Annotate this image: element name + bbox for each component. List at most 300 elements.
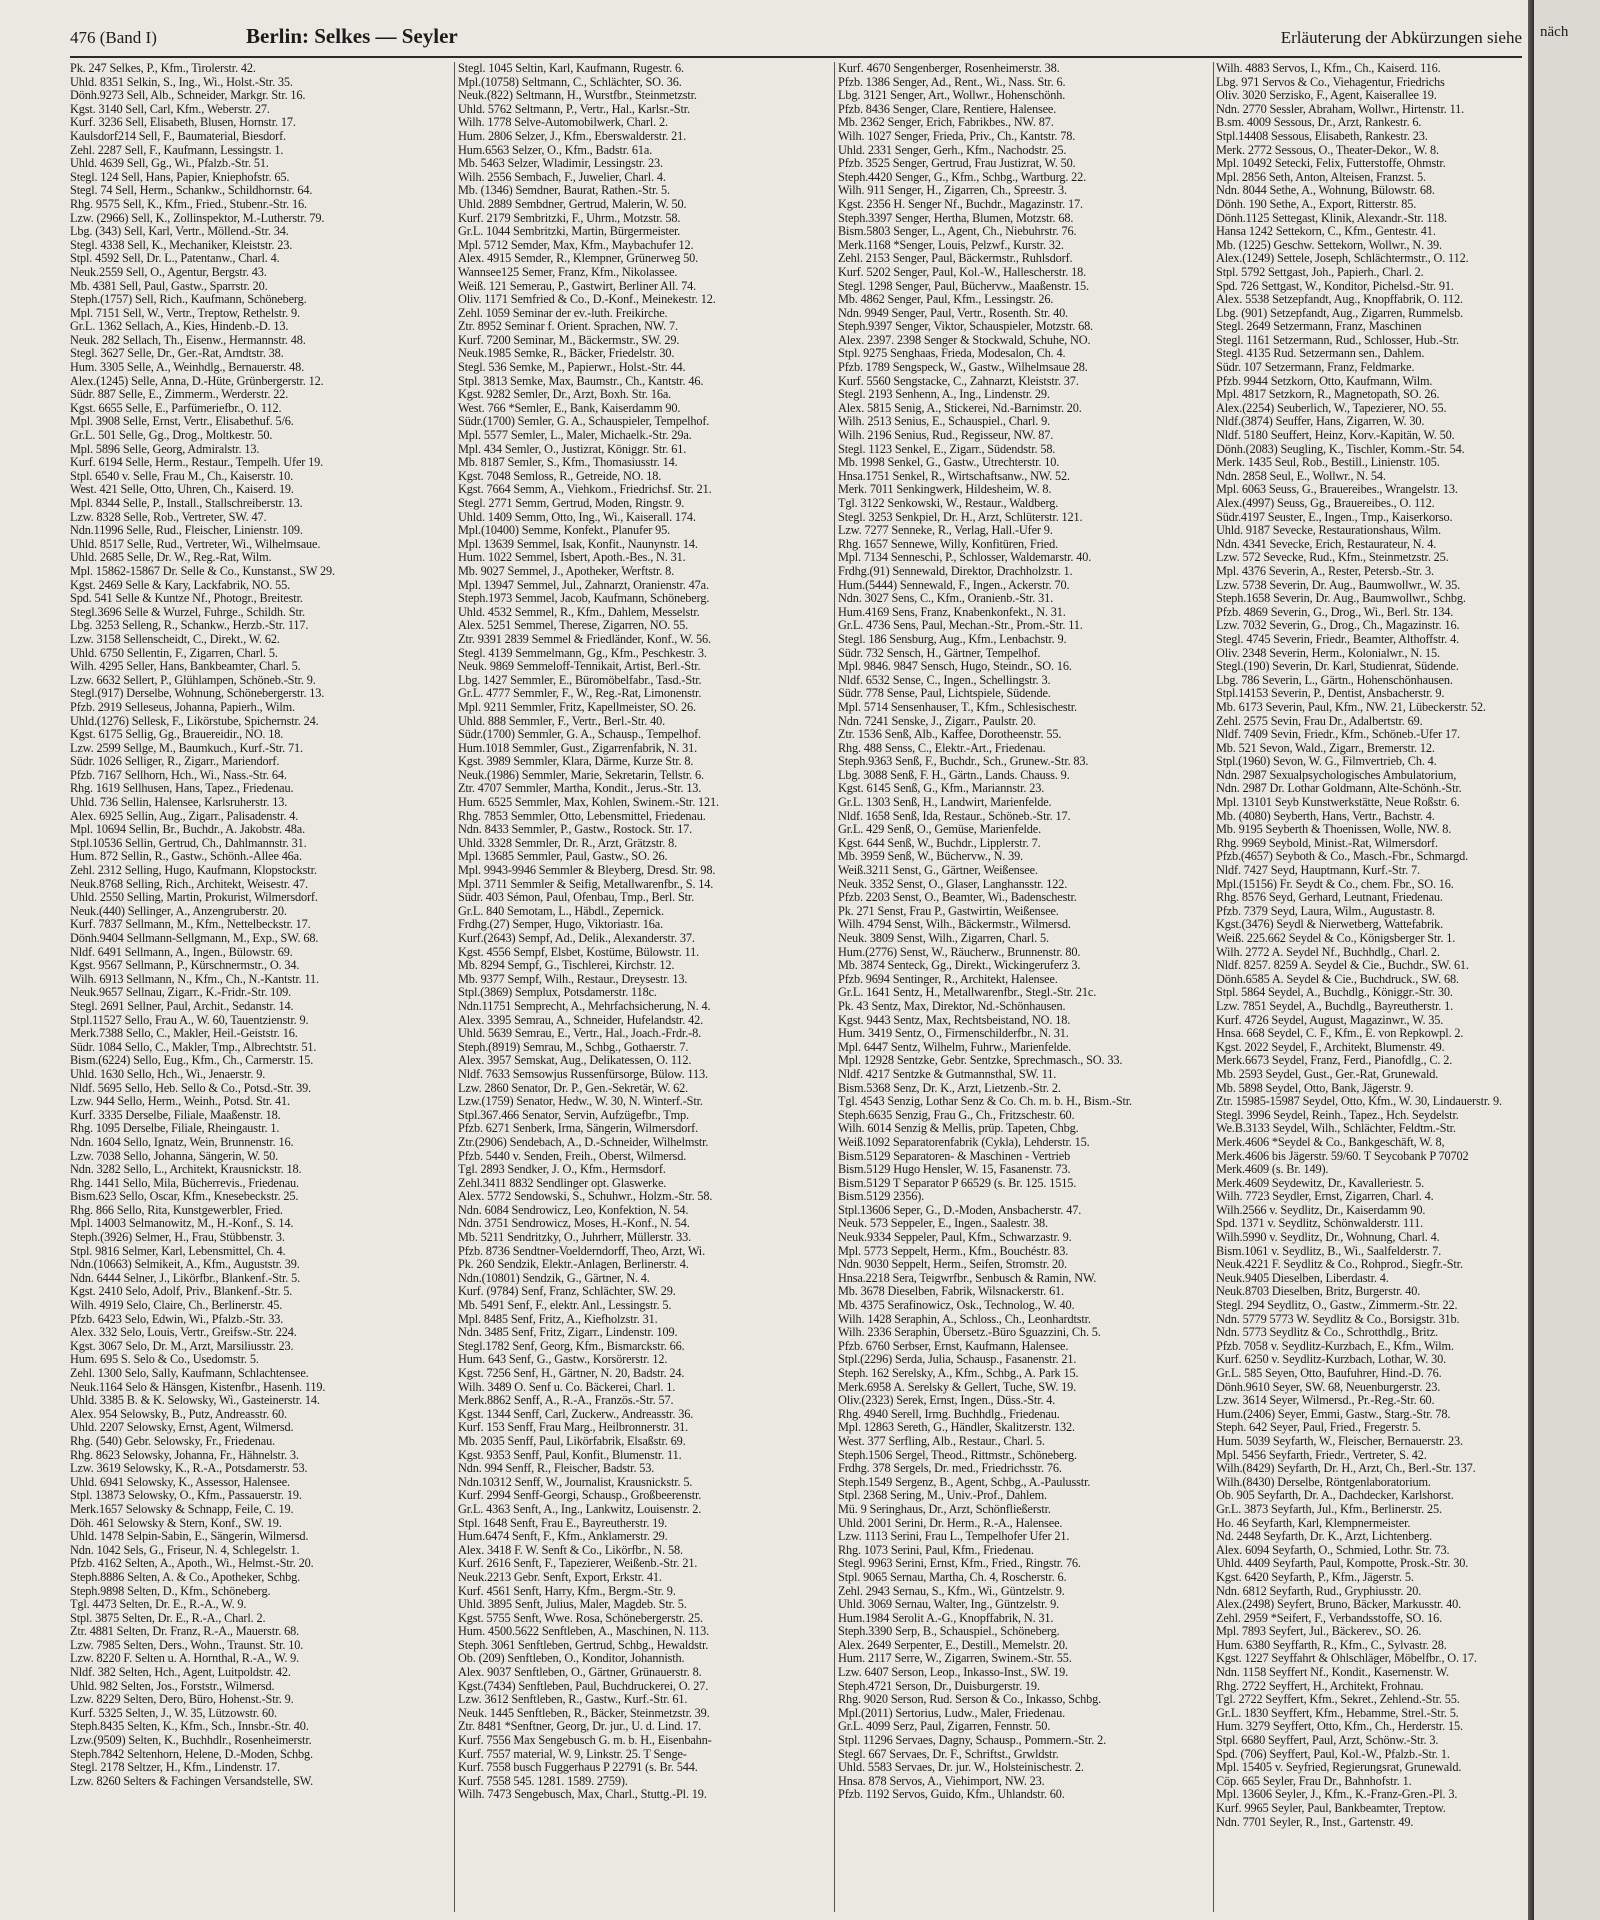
directory-entry: Rhg. 8576 Seyd, Gerhard, Leutnant, Friedenau. xyxy=(1216,891,1443,905)
directory-entry: Wilh. 6014 Senzig & Mellis, prüp. Tapeten, Chbg. xyxy=(838,1122,1079,1136)
directory-entry: Steph.4721 Serson, Dr., Duisburgerstr. 19. xyxy=(838,1679,1040,1693)
directory-entry: Kurf. (9784) Senf, Franz, Schlächter, SW. 29. xyxy=(458,1285,676,1299)
directory-entry: Pfzb. 8436 Senger, Clare, Rentiere, Halensee. xyxy=(838,102,1057,116)
next-page-heading: näch xyxy=(1540,24,1569,40)
directory-entry: Kgst. 9443 Sentz, Max, Rechtsbeistand, NO. 18. xyxy=(838,1013,1071,1027)
directory-entry: Stpl. 6540 v. Selle, Frau M., Ch., Kaiserstr. 10. xyxy=(70,469,294,483)
directory-entry: Wilh. 2556 Sembach, F., Juwelier, Charl. 4. xyxy=(458,170,666,184)
directory-entry: Stpl. 13873 Selowsky, O., Kfm., Passauerstr. 19. xyxy=(70,1489,302,1503)
directory-entry: Uhld. 9187 Sevecke, Restaurationshaus, Wilm. xyxy=(1216,524,1441,538)
directory-entry: Neuk.(822) Seltmann, H., Wurstfbr., Steinmetzstr. xyxy=(458,89,697,103)
directory-entry: Lzw. 2860 Senator, Dr. P., Gen.-Sekretär, W. 62. xyxy=(458,1081,689,1095)
directory-entry: Uhld. 8351 Selkin, S., Ing., Wi., Holst.-Str. 35. xyxy=(70,75,293,89)
directory-entry: Kurf. 5560 Sengstacke, C., Zahnarzt, Kleiststr. 37. xyxy=(838,374,1079,388)
directory-entry: Ndn. 2858 Seul, E., Wollwr., N. 54. xyxy=(1216,469,1386,483)
directory-entry: Mb. 521 Sevon, Wald., Zigarr., Bremerstr. 12. xyxy=(1216,741,1435,755)
directory-entry: Dönh.9273 Sell, Alb., Schneider, Markgr. Str. 16. xyxy=(70,89,306,103)
directory-entry: Rhg. 1657 Sennewe, Willy, Konfitüren, Fried. xyxy=(838,537,1059,551)
directory-entry: Alex.(2498) Seyfert, Bruno, Bäcker, Markusstr. 40. xyxy=(1216,1598,1462,1612)
directory-entry: Steph.7842 Seltenhorn, Helene, D.-Moden, Schbg. xyxy=(70,1747,313,1761)
directory-entry: Mpl. 12863 Sereth, G., Händler, Skalitzerstr. 132. xyxy=(838,1421,1075,1435)
directory-entry: Pk. 247 Selkes, P., Kfm., Tirolerstr. 42. xyxy=(70,62,256,75)
directory-entry: Uhld. 3069 Sernau, Walter, Ing., Güntzelstr. 9. xyxy=(838,1598,1060,1612)
directory-entry: Stegl.1782 Senf, Georg, Kfm., Bismarckstr. 66. xyxy=(458,1339,685,1353)
directory-entry: Hum.1018 Semmler, Gust., Zigarrenfabrik, N. 31. xyxy=(458,741,698,755)
directory-entry: Ztr. 4707 Semmler, Martha, Kondit., Jerus.-Str. 13. xyxy=(458,782,702,796)
directory-entry: Südr.(1700) Semmler, G. A., Schausp., Tempelhof. xyxy=(458,728,701,742)
directory-entry: Uhld. 2685 Selle, Dr. W., Reg.-Rat, Wilm. xyxy=(70,551,272,565)
directory-entry: Kgst. 3067 Selo, Dr. M., Arzt, Marsiliusstr. 23. xyxy=(70,1339,294,1353)
directory-entry: Steph.1506 Sergel, Theod., Rittmstr., Schöneberg. xyxy=(838,1448,1077,1462)
running-head: Berlin: Selkes — Seyler xyxy=(246,24,458,48)
directory-entry: Kurf. 2994 Senff-Georgi, Schausp., Großbeerenstr. xyxy=(458,1489,702,1503)
directory-entry: Wilh. 2772 A. Seydel Nf., Buchhdlg., Charl. 2. xyxy=(1216,945,1440,959)
directory-entry: Hum. 872 Sellin, R., Gastw., Schönh.-Allee 46a. xyxy=(70,850,302,864)
directory-entry: Pfzb. 2203 Senst, O., Beamter, Wi., Badenschestr. xyxy=(838,891,1077,905)
directory-entry: Uhld. 3385 B. & K. Selowsky, Wi., Gasteinerstr. 14. xyxy=(70,1394,320,1408)
directory-entry: Kurf. 7558 545. 1281. 1589. 2759). xyxy=(458,1774,628,1788)
directory-entry: Spd. (706) Seyffert, Paul, Kol.-W., Pfalzb.-Str. 1. xyxy=(1216,1747,1450,1761)
directory-entry: Ndn. 2987 Dr. Lothar Goldmann, Alte-Schönh.-Str. xyxy=(1216,782,1462,796)
header-rule xyxy=(70,56,1522,58)
directory-entry: Kgst. 5755 Senft, Wwe. Rosa, Schönebergerstr. 25. xyxy=(458,1611,703,1625)
directory-entry: Oliv. 2348 Severin, Herm., Kolonialwr., N. 15. xyxy=(1216,646,1440,660)
directory-entry: Kurf. 6194 Selle, Herm., Restaur., Tempelh. Ufer 19. xyxy=(70,456,324,470)
directory-entry: Steph.(3926) Selmer, H., Frau, Stübbenstr. 3. xyxy=(70,1231,285,1245)
directory-entry: Tgl. 4473 Selten, Dr. E., R.-A., W. 9. xyxy=(70,1598,247,1612)
directory-entry: Kurf. 7837 Sellmann, M., Kfm., Nettelbeckstr. 17. xyxy=(70,918,311,932)
directory-entry: Ndn. 3282 Sello, L., Architekt, Krausnickstr. 18. xyxy=(70,1163,302,1177)
directory-entry: Stpl.14408 Sessous, Elisabeth, Rankestr. 23. xyxy=(1216,129,1428,143)
directory-entry: Uhld. 4639 Sell, Gg., Wi., Pfalzb.-Str. 51. xyxy=(70,157,269,171)
directory-entry: Ndn. 8044 Sethe, A., Wohnung, Bülowstr. 68. xyxy=(1216,184,1435,198)
directory-entry: Merk.6673 Seydel, Franz, Ferd., Pianofdlg., C. 2. xyxy=(1216,1054,1453,1068)
directory-entry: Kgst. 9353 Senff, Paul, Konfit., Blumenstr. 11. xyxy=(458,1448,682,1462)
directory-entry: Stegl.(190) Severin, Dr. Karl, Studienrat, Südende. xyxy=(1216,660,1459,674)
directory-entry: Merk. 2772 Sessous, O., Theater-Dekor., W. 8. xyxy=(1216,143,1439,157)
directory-entry: Lbg. 3088 Senß, F. H., Gärtn., Lands. Chauss. 9. xyxy=(838,768,1070,782)
directory-entry: Uhld. 5639 Semrau, E., Vertr., Hal., Joach.-Frdr.-8. xyxy=(458,1027,701,1041)
directory-entry: Spd. 1371 v. Seydlitz, Schönwalderstr. 111. xyxy=(1216,1217,1424,1231)
directory-entry: Pfzb. 6760 Serbser, Ernst, Kaufmann, Halensee. xyxy=(838,1339,1069,1353)
directory-entry: Ob. 905 Seyfarth, Dr. A., Dachdecker, Karlshorst. xyxy=(1216,1489,1454,1503)
directory-entry: Wilh. 2336 Seraphin, Übersetz.-Büro Sguazzini, Ch. 5. xyxy=(838,1326,1101,1340)
directory-entry: Rhg. 4940 Serell, Irmg. Buchhdlg., Friedenau. xyxy=(838,1407,1060,1421)
directory-entry: Dönh.1125 Settegast, Klinik, Alexandr.-Str. 118. xyxy=(1216,211,1447,225)
directory-entry: Lzw. 3612 Senftleben, R., Gastw., Kurf.-Str. 61. xyxy=(458,1693,688,1707)
directory-entry: Kgst. 7256 Senf, H., Gärtner, N. 20, Badstr. 24. xyxy=(458,1367,685,1380)
directory-entry: Uhld. 888 Semmler, F., Vertr., Berl.-Str. 40. xyxy=(458,714,666,728)
directory-entry: Rhg. 2722 Seyffert, H., Architekt, Frohnau. xyxy=(1216,1679,1424,1693)
directory-entry: Mb. 3959 Senß, W., Büchervw., N. 39. xyxy=(838,850,1024,864)
directory-entry: Wilh. 7723 Seydler, Ernst, Zigarren, Charl. 4. xyxy=(1216,1190,1434,1204)
directory-entry: Stegl. 294 Seydlitz, O., Gastw., Zimmerm.-Str. 22. xyxy=(1216,1299,1458,1313)
directory-entry: Neuk.2213 Gebr. Senft, Export, Erkstr. 41. xyxy=(458,1570,662,1584)
directory-entry: Lzw. 7032 Severin, G., Drog., Ch., Magazinstr. 16. xyxy=(1216,619,1460,633)
directory-entry: Kurf. 9965 Seyler, Paul, Bankbeamter, Treptow. xyxy=(1216,1802,1446,1815)
directory-entry: Ndn. 4341 Sevecke, Erich, Restaurateur, N. 4. xyxy=(1216,537,1437,551)
directory-entry: Bism.5129 2356). xyxy=(838,1190,925,1204)
directory-entry: Kgst. 9282 Semler, Dr., Arzt, Boxh. Str. 16a. xyxy=(458,388,672,402)
directory-entry: Lzw. 944 Sello, Herm., Weinh., Potsd. Str. 41. xyxy=(70,1095,290,1109)
directory-entry: Wilh. 2513 Senius, E., Schauspiel., Charl. 9. xyxy=(838,415,1051,429)
directory-entry: Uhld.(1276) Sellesk, F., Likörstube, Spichernstr. 24. xyxy=(70,714,319,728)
directory-entry: Lzw. 1113 Serini, Frau L., Tempelhofer Ufer 21. xyxy=(838,1530,1070,1544)
directory-entry: Stegl. 1298 Senger, Paul, Büchervw., Maaßenstr. 15. xyxy=(838,279,1089,293)
directory-entry: Stegl. 2771 Semm, Gertrud, Moden, Ringstr. 9. xyxy=(458,497,685,510)
directory-entry: Alex.(4997) Seuss, Gg., Brauereibes., O. 112. xyxy=(1216,497,1435,510)
directory-entry: Mb. 8187 Semler, S., Kfm., Thomasiusstr. 14. xyxy=(458,456,678,470)
directory-entry: Kgst. 2022 Seydel, F., Architekt, Blumenstr. 49. xyxy=(1216,1040,1445,1054)
directory-entry: Nldf. 5180 Seuffert, Heinz, Korv.-Kapitän, W. 50. xyxy=(1216,429,1455,443)
directory-entry: Merk.4609 (s. Br. 149). xyxy=(1216,1163,1329,1177)
directory-entry: Neuk.8703 Dieselben, Britz, Burgerstr. 40. xyxy=(1216,1285,1421,1299)
directory-entry: Mpl. 7134 Senneschi, P., Schlosser, Waldemarstr. 40. xyxy=(838,551,1092,565)
directory-entry: Steph.(1757) Sell, Rich., Kaufmann, Schöneberg. xyxy=(70,293,307,307)
directory-entry: Gr.L. 4099 Serz, Paul, Zigarren, Fennstr. 50. xyxy=(838,1720,1051,1734)
directory-entry: Hum. 3419 Sentz, O., Firmenschilderfbr., N. 31. xyxy=(838,1027,1069,1041)
directory-entry: Ndn. 6444 Selner, J., Likörfbr., Blankenf.-Str. 5. xyxy=(70,1271,301,1285)
directory-entry: Gr.L. 1044 Sembritzki, Martin, Bürgermeister. xyxy=(458,225,681,239)
directory-entry: Zehl. 2943 Sernau, S., Kfm., Wi., Güntzelstr. 9. xyxy=(838,1584,1065,1598)
directory-entry: Rhg. 1073 Serini, Paul, Kfm., Friedenau. xyxy=(838,1543,1034,1557)
directory-entry: Wilh. 3489 O. Senf u. Co. Bäckerei, Charl. 1. xyxy=(458,1380,676,1394)
directory-entry: Stpl.13606 Seper, G., D.-Moden, Ansbacherstr. 47. xyxy=(838,1203,1082,1217)
directory-entry: Lzw. 7985 Selten, Ders., Wohn., Traunst. Str. 10. xyxy=(70,1638,304,1652)
directory-entry: Kgst. 1344 Senff, Carl, Zuckerw., Andreasstr. 36. xyxy=(458,1407,694,1421)
directory-entry: Mpl. 9211 Semmler, Fritz, Kapellmeister, SO. 26. xyxy=(458,700,696,714)
directory-entry: Alex. 2397. 2398 Senger & Stockwald, Schuhe, NO. xyxy=(838,333,1091,347)
directory-entry: Ndn. 9949 Senger, Paul, Vertr., Rosenth. Str. 40. xyxy=(838,306,1069,320)
directory-entry: Ndn.(10663) Selmikeit, A., Kfm., Auguststr. 39. xyxy=(70,1258,300,1272)
directory-entry: Südr.(1700) Semler, G. A., Schauspieler, Tempelhof. xyxy=(458,415,710,429)
directory-entry: Neuk.1985 Semke, R., Bäcker, Friedelstr. 30. xyxy=(458,347,675,361)
directory-entry: Uhld. 2207 Selowsky, Ernst, Agent, Wilmersd. xyxy=(70,1421,294,1435)
directory-entry: Hum.4169 Sens, Franz, Knabenkonfekt., N. 31. xyxy=(838,605,1066,619)
directory-entry: Pk. 260 Sendzik, Elektr.-Anlagen, Berlinerstr. 4. xyxy=(458,1258,689,1272)
abbreviation-note: Erläuterung der Abkürzungen siehe xyxy=(1280,28,1522,47)
directory-entry: Wannsee125 Semer, Franz, Kfm., Nikolassee. xyxy=(458,265,678,279)
directory-entry: Stegl. 3627 Selle, Dr., Ger.-Rat, Arndtstr. 38. xyxy=(70,347,284,361)
directory-entry: Weiß. 121 Semerau, P., Gastwirt, Berliner All. 74. xyxy=(458,279,697,293)
directory-entry: Alex. 6094 Seyfarth, O., Schmied, Lothr. Str. 73. xyxy=(1216,1543,1450,1557)
directory-entry: Lzw. 7277 Senneke, R., Verlag, Hall.-Ufer 9. xyxy=(838,524,1053,538)
directory-entry: Merk. 7011 Senkingwerk, Hildesheim, W. 8. xyxy=(838,483,1052,497)
directory-entry: B.sm. 4009 Sessous, Dr., Arzt, Rankestr. 6. xyxy=(1216,116,1422,130)
directory-entry: Kurf. 3236 Sell, Elisabeth, Blusen, Hornstr. 17. xyxy=(70,116,296,130)
directory-entry: Pfzb. 9694 Sentinger, R., Architekt, Halensee. xyxy=(838,972,1058,986)
directory-entry: Uhld. 2001 Serini, Dr. Herm., R.-A., Halensee. xyxy=(838,1516,1063,1530)
directory-entry: Mpl. 13685 Semmler, Paul, Gastw., SO. 26. xyxy=(458,850,668,864)
directory-entry: Rhg. 9575 Sell, K., Kfm., Fried., Stubenr.-Str. 16. xyxy=(70,197,307,211)
directory-entry: Rhg. 9020 Serson, Rud. Serson & Co., Inkasso, Schbg. xyxy=(838,1693,1102,1707)
directory-entry: Kurf. 2616 Senft, F., Tapezierer, Weißenb.-Str. 21. xyxy=(458,1557,698,1571)
directory-entry: Hum. 643 Senf, G., Gastw., Korsörerstr. 12. xyxy=(458,1353,668,1367)
directory-entry: Hum. 6525 Semmler, Max, Kohlen, Swinem.-Str. 121. xyxy=(458,796,719,810)
directory-entry: Lzw. 572 Sevecke, Rud., Kfm., Steinmetzstr. 25. xyxy=(1216,551,1449,565)
column-1 xyxy=(70,62,450,1912)
directory-entry: Pfzb.(4657) Seyboth & Co., Masch.-Fbr., Schmargd. xyxy=(1216,850,1469,864)
directory-entry: Lzw. 7851 Seydel, A., Buchdlg., Bayreutherstr. 1. xyxy=(1216,999,1454,1013)
directory-entry: Stpl. 3875 Selten, Dr. E., R.-A., Charl. 2. xyxy=(70,1611,266,1625)
directory-entry: Mpl. 4817 Setzkorn, R., Magnetopath, SO. 26. xyxy=(1216,388,1440,402)
directory-entry: Mb. 9027 Semmel, J., Apotheker, Werftstr. 8. xyxy=(458,564,675,578)
directory-entry: Steph.8886 Selten, A. & Co., Apotheker, Schbg. xyxy=(70,1570,300,1584)
directory-entry: West. 377 Serfling, Alb., Restaur., Charl. 5. xyxy=(838,1434,1045,1448)
directory-entry: Frdhg.(27) Semper, Hugo, Viktoriastr. 16a. xyxy=(458,918,664,932)
directory-entry: Ztr. 8481 *Senftner, Georg, Dr. jur., U. d. Lind. 17. xyxy=(458,1720,702,1734)
directory-entry: Gr.L. 1641 Sentz, H., Metallwarenfbr., Stegl.-Str. 21c. xyxy=(838,986,1097,1000)
directory-entry: Uhld. 1478 Selpin-Sabin, E., Sängerin, Wilmersd. xyxy=(70,1530,309,1544)
directory-entry: Alex. 2649 Serpenter, E., Destill., Memelstr. 20. xyxy=(838,1638,1068,1652)
directory-entry: We.B.3133 Seydel, Wilh., Schlächter, Feldtm.-Str. xyxy=(1216,1122,1456,1136)
directory-entry: Rhg. 7853 Semmler, Otto, Lebensmittel, Friedenau. xyxy=(458,809,706,823)
directory-entry: Merk.4606 *Seydel & Co., Bankgeschäft, W. 8, xyxy=(1216,1135,1445,1149)
directory-entry: Kurf. 5325 Selten, J., W. 35, Lützowstr. 60. xyxy=(70,1706,277,1720)
directory-entry: Ndn. 9030 Seppelt, Herm., Seifen, Stromstr. 20. xyxy=(838,1258,1067,1272)
directory-entry: Tgl. 4543 Senzig, Lothar Senz & Co. Ch. m. b. H., Bism.-Str. xyxy=(838,1095,1132,1109)
directory-entry: Mb. 8294 Sempf, G., Tischlerei, Kirchstr. 12. xyxy=(458,959,675,973)
directory-entry: Mpl.(2011) Sertorius, Ludw., Maler, Friedenau. xyxy=(838,1706,1065,1720)
directory-entry: Hnsa.1751 Senkel, R., Wirtschaftsanw., NW. 52. xyxy=(838,469,1070,483)
directory-entry: Wilh. 2196 Senius, Rud., Regisseur, NW. 87. xyxy=(838,429,1054,443)
directory-entry: Wilh. 1027 Senger, Frieda, Priv., Ch., Kantstr. 78. xyxy=(838,129,1076,143)
directory-entry: Alex. 4915 Semder, R., Klempner, Grünerweg 50. xyxy=(458,252,699,266)
directory-entry: Mb. (4080) Seyberth, Hans, Vertr., Bachstr. 4. xyxy=(1216,809,1435,823)
directory-entry: Hum. 4500.5622 Senftleben, A., Maschinen, N. 113. xyxy=(458,1625,710,1639)
directory-entry: Ndn. 3027 Sens, C., Kfm., Oranienb.-Str. 31. xyxy=(838,592,1054,606)
directory-entry: Lbg. (901) Setzepfandt, Aug., Zigarren, Rummelsb. xyxy=(1216,306,1464,320)
next-page-edge xyxy=(1534,0,1600,1920)
directory-entry: Stegl. 9963 Serini, Ernst, Kfm., Fried., Ringstr. 76. xyxy=(838,1557,1081,1571)
directory-entry: Stpl.(2296) Serda, Julia, Schausp., Fasanenstr. 21. xyxy=(838,1353,1077,1367)
directory-entry: Gr.L. 1830 Seyffert, Kfm., Hebamme, Strel.-Str. 5. xyxy=(1216,1706,1459,1720)
directory-entry: Pfzb. 9944 Setzkorn, Otto, Kaufmann, Wilm. xyxy=(1216,374,1433,388)
directory-entry: Kgst. 6175 Sellig, Gg., Brauereidir., NO. 18. xyxy=(70,728,284,742)
directory-entry: Ndn. 6812 Seyfarth, Rud., Gryphiusstr. 20. xyxy=(1216,1584,1422,1598)
directory-entry: Hum. 3279 Seyffert, Otto, Kfm., Ch., Herderstr. 15. xyxy=(1216,1720,1463,1734)
directory-entry: Kgst. 1227 Seyffahrt & Ohlschläger, Möbelfbr., O. 17. xyxy=(1216,1652,1477,1666)
directory-entry: Uhld. 3328 Semmler, Dr. R., Arzt, Grätzstr. 8. xyxy=(458,836,678,850)
directory-entry: Alex.(2254) Seuberlich, W., Tapezierer, NO. 55. xyxy=(1216,401,1447,415)
directory-entry: Gr.L. 4736 Sens, Paul, Mechan.-Str., Prom.-Str. 11. xyxy=(838,619,1083,633)
directory-entry: Pk. 271 Senst, Frau P., Gastwirtin, Weißensee. xyxy=(838,904,1059,918)
directory-entry: Kurf. 2179 Sembritzki, F., Uhrm., Motzstr. 58. xyxy=(458,211,681,225)
directory-entry: Südr. 403 Sémon, Paul, Ofenbau, Tmp., Berl. Str. xyxy=(458,891,695,905)
directory-entry: Alex.(1249) Settele, Joseph, Schlächtermstr., O. 112. xyxy=(1216,252,1469,266)
directory-entry: Alex. 954 Selowsky, B., Putz, Andreasstr. 60. xyxy=(70,1407,287,1421)
directory-entry: Stpl. 3813 Semke, Max, Baumstr., Ch., Kantstr. 46. xyxy=(458,374,704,388)
directory-entry: Zehl. 1059 Seminar der ev.-luth. Freikirche. xyxy=(458,306,668,320)
directory-entry: Stegl. 1123 Senkel, E., Zigarr., Südendstr. 58. xyxy=(838,442,1056,456)
page-header xyxy=(70,20,1522,54)
directory-entry: Nldf. 8257. 8259 A. Seydel & Cie., Buchdr., SW. 61. xyxy=(1216,959,1469,973)
directory-entry: Stegl. 2691 Sellner, Paul, Archit., Sedanstr. 14. xyxy=(70,999,294,1013)
directory-entry: Rhg. 8623 Selowsky, Johanna, Fr., Hähnelstr. 3. xyxy=(70,1448,299,1462)
directory-entry: Lzw. 8229 Selten, Dero, Büro, Hohenst.-Str. 9. xyxy=(70,1693,294,1707)
directory-entry: Lzw. 8328 Selle, Rob., Vertreter, SW. 47. xyxy=(70,510,267,524)
directory-entry: Mpl. 434 Semler, O., Justizrat, Königgr. Str. 61. xyxy=(458,442,687,456)
directory-entry: Dönh.(2083) Seugling, K., Tischler, Komm.-Str. 54. xyxy=(1216,442,1465,456)
directory-entry: Alex. 5251 Semmel, Therese, Zigarren, NO. 55. xyxy=(458,619,689,633)
directory-entry: Alex. 5538 Setzepfandt, Aug., Knopffabrik, O. 112. xyxy=(1216,293,1463,307)
directory-entry: Hnsa. 668 Seydel, C. F., Kfm., E. von Repkowpl. 2. xyxy=(1216,1027,1464,1041)
directory-entry: Neuk.8768 Selling, Rich., Architekt, Weisestr. 47. xyxy=(70,877,308,891)
directory-entry: Mpl. 13947 Semmel, Jul., Zahnarzt, Oranienstr. 47a. xyxy=(458,578,709,592)
directory-entry: Kgst. 4556 Sempf, Elsbet, Kostüme, Bülowstr. 11. xyxy=(458,945,700,959)
directory-entry: Stpl. 6680 Seyffert, Paul, Arzt, Schönw.-Str. 3. xyxy=(1216,1734,1439,1748)
directory-entry: Ndn. 3751 Sendrowicz, Moses, H.-Konf., N. 54. xyxy=(458,1217,690,1231)
directory-entry: Gr.L. 429 Senß, O., Gemüse, Marienfelde. xyxy=(838,823,1041,837)
directory-entry: Wilh.2566 v. Seydlitz, Dr., Kaiserdamm 90. xyxy=(1216,1203,1426,1217)
directory-entry: Steph.9898 Selten, D., Kfm., Schöneberg. xyxy=(70,1584,271,1598)
directory-entry: Ndn. 2987 Sexualpsychologisches Ambulatorium, xyxy=(1216,768,1457,782)
directory-entry: Zehl. 2575 Sevin, Frau Dr., Adalbertstr. 69. xyxy=(1216,714,1423,728)
directory-entry: Stegl. 3996 Seydel, Reinh., Tapez., Hch. Seydelstr. xyxy=(1216,1108,1459,1122)
directory-entry: Kurf. 7200 Seminar, M., Bäckermstr., SW. 29. xyxy=(458,333,680,347)
directory-entry: Mb. 5491 Senf, F., elektr. Anl., Lessingstr. 5. xyxy=(458,1299,672,1313)
directory-entry: Tgl. 2722 Seyffert, Kfm., Sekret., Zehlend.-Str. 55. xyxy=(1216,1693,1460,1707)
directory-entry: Ztr.(2906) Sendebach, A., D.-Schneider, Wilhelmstr. xyxy=(458,1135,709,1149)
directory-entry: Lbg. 786 Severin, L., Gärtn., Hohenschönhausen. xyxy=(1216,673,1453,687)
directory-entry: Bism.(6224) Sello, Eug., Kfm., Ch., Carmerstr. 15. xyxy=(70,1054,314,1068)
directory-entry: Hum.(2406) Seyer, Emmi, Gastw., Starg.-Str. 78. xyxy=(1216,1407,1451,1421)
directory-entry: Wilh. 1428 Seraphin, A., Schloss., Ch., Leonhardtstr. xyxy=(838,1312,1091,1326)
directory-entry: Uhld. 1409 Semm, Otto, Ing., Wi., Kaiserall. 174. xyxy=(458,510,696,524)
directory-entry: Bism.623 Sello, Oscar, Kfm., Knesebeckstr. 25. xyxy=(70,1190,299,1204)
directory-entry: Pfzb. 7379 Seyd, Laura, Wilm., Augustastr. 8. xyxy=(1216,904,1435,918)
directory-entry: Neuk. 282 Sellach, Th., Eisenw., Hermannstr. 48. xyxy=(70,333,306,347)
directory-entry: Frdhg.(91) Sennewald, Direktor, Drachholzstr. 1. xyxy=(838,564,1073,578)
directory-entry: Ndn. 3485 Senf, Fritz, Zigarr., Lindenstr. 109. xyxy=(458,1326,678,1340)
directory-entry: Südr. 732 Sensch, H., Gärtner, Tempelhof. xyxy=(838,646,1041,660)
directory-entry: Dönh. 190 Sethe, A., Export, Ritterstr. 85. xyxy=(1216,197,1417,211)
directory-entry: Lzw. 3619 Selowsky, K., R.-A., Potsdamerstr. 53. xyxy=(70,1462,308,1476)
directory-entry: Hum.(2776) Senst, W., Räucherw., Brunnenstr. 80. xyxy=(838,945,1081,959)
directory-entry: Hum. 2117 Serre, W., Zigarren, Swinem.-Str. 55. xyxy=(838,1652,1072,1666)
directory-entry: Kurf. 7558 busch Fuggerhaus P 22791 (s. Br. 544. xyxy=(458,1761,698,1775)
directory-entry: Rhg. (540) Gebr. Selowsky, Fr., Friedenau. xyxy=(70,1434,276,1448)
directory-entry: Ndn. 5773 Seydlitz & Co., Schrotthdlg., Britz. xyxy=(1216,1326,1438,1340)
directory-entry: Alex. 3957 Semskat, Aug., Delikatessen, O. 112. xyxy=(458,1054,692,1068)
directory-entry: Gr.L. 4777 Semmler, F., W., Reg.-Rat, Limonenstr. xyxy=(458,687,702,701)
directory-entry: Mpl. 3908 Selle, Ernst, Vertr., Elisabethuf. 5/6. xyxy=(70,415,294,429)
directory-entry: Pfzb. 2919 Selleseus, Johanna, Papierh., Wilm. xyxy=(70,700,295,714)
directory-entry: Mb. 9377 Sempf, Wilh., Restaur., Dreysestr. 13. xyxy=(458,972,688,986)
directory-entry: Gr.L. 3873 Seyfarth, Jul., Kfm., Berlinerstr. 25. xyxy=(1216,1502,1442,1516)
directory-entry: Ndn. 5779 5773 W. Seydlitz & Co., Borsigstr. 31b. xyxy=(1216,1312,1460,1326)
directory-entry: Nldf. 7633 Semsowjus Russenfürsorge, Bülow. 113. xyxy=(458,1067,708,1081)
directory-entry: Oliv. 1171 Semfried & Co., D.-Konf., Meinekestr. 12. xyxy=(458,293,716,307)
directory-entry: Stegl. 667 Servaes, Dr. F., Schriftst., Grwldstr. xyxy=(838,1747,1059,1761)
directory-entry: Spd. 726 Settgast, W., Konditor, Pichelsd.-Str. 91. xyxy=(1216,279,1454,293)
directory-entry: Stegl. 186 Sensburg, Aug., Kfm., Lenbachstr. 9. xyxy=(838,632,1067,646)
directory-entry: Stegl. 3253 Senkpiel, Dr. H., Arzt, Schlüterstr. 121. xyxy=(838,510,1083,524)
directory-entry: Pfzb. 6423 Selo, Edwin, Wi., Pfalzb.-Str. 33. xyxy=(70,1312,284,1326)
directory-entry: Ztr. 4881 Selten, Dr. Franz, R.-A., Mauerstr. 68. xyxy=(70,1625,299,1639)
directory-entry: Frdhg. 378 Sergels, Dr. med., Friedrichsstr. 76. xyxy=(838,1462,1062,1476)
directory-entry: Kgst. 6420 Seyfarth, P., Kfm., Jägerstr. 5. xyxy=(1216,1570,1414,1584)
directory-entry: Mpl. 15405 v. Seyfried, Regierungsrat, Grunewald. xyxy=(1216,1761,1462,1775)
directory-entry: Südr. 1084 Sello, C., Makler, Tmp., Albrechtstr. 51. xyxy=(70,1040,317,1054)
directory-entry: Mb. 5211 Sendritzky, O., Juhrherr, Müllerstr. 33. xyxy=(458,1231,692,1245)
directory-entry: Stpl.14153 Severin, P., Dentist, Ansbacherstr. 9. xyxy=(1216,687,1445,701)
directory-entry: Stpl. 1648 Senft, Frau E., Bayreutherstr. 19. xyxy=(458,1516,668,1530)
directory-entry: Alex. 5815 Senig, A., Stickerei, Nd.-Barnimstr. 20. xyxy=(838,401,1082,415)
directory-entry: Hum. 2806 Selzer, J., Kfm., Eberswalderstr. 21. xyxy=(458,129,687,143)
directory-entry: Mb. 3874 Senteck, Gg., Direkt., Wickingeruferz 3. xyxy=(838,959,1081,973)
directory-entry: Ndn.10312 Senff, W., Journalist, Krausnickstr. 5. xyxy=(458,1475,693,1489)
directory-entry: Hnsa. 878 Servos, A., Viehimport, NW. 23. xyxy=(838,1774,1045,1788)
directory-entry: Lzw. 6407 Serson, Leop., Inkasso-Inst., SW. 19. xyxy=(838,1666,1069,1680)
directory-entry: Lzw. 3158 Sellenscheidt, C., Direkt., W. 62. xyxy=(70,632,280,646)
directory-entry: Ndn. 1158 Seyffert Nf., Kondit., Kasernenstr. W. xyxy=(1216,1666,1449,1680)
directory-entry: Spd. 541 Selle & Kuntze Nf., Photogr., Breitestr. xyxy=(70,592,303,606)
directory-entry: Wilh.(8429) Seyfarth, Dr. H., Arzt, Ch., Berl.-Str. 137. xyxy=(1216,1462,1476,1476)
directory-entry: Mb. 2362 Senger, Erich, Fabrikbes., NW. 87. xyxy=(838,116,1054,130)
directory-entry: Gr.L. 1303 Senß, H., Landwirt, Marienfelde. xyxy=(838,796,1052,810)
directory-entry: Mpl. 5773 Seppelt, Herm., Kfm., Bouchéstr. 83. xyxy=(838,1244,1069,1258)
directory-entry: Südr.4197 Seuster, E., Ingen., Tmp., Kaiserkorso. xyxy=(1216,510,1453,524)
directory-entry: Ndn. 1042 Sels, G., Friseur, N. 4, Schlegelstr. 1. xyxy=(70,1543,300,1557)
directory-entry: Mpl. 6447 Sentz, Wilhelm, Fuhrw., Marienfelde. xyxy=(838,1040,1072,1054)
directory-entry: Gr.L. 585 Seyen, Otto, Baufuhrer, Hind.-D. 76. xyxy=(1216,1367,1442,1380)
directory-entry: Mpl. 12928 Sentzke, Gebr. Sentzke, Sprechmasch., SO. 33. xyxy=(838,1054,1123,1068)
directory-entry: Stegl. 2193 Senhenn, A., Ing., Lindenstr. 29. xyxy=(838,388,1050,402)
directory-entry: Uhld. 4532 Semmel, R., Kfm., Dahlem, Messelstr. xyxy=(458,605,700,619)
directory-entry: Zehl.3411 8832 Sendlinger opt. Glaswerke. xyxy=(458,1176,667,1190)
directory-entry: Stpl. 11296 Servaes, Dagny, Schausp., Pommern.-Str. 2. xyxy=(838,1734,1106,1748)
directory-entry: Pfzb. 7058 v. Seydlitz-Kurzbach, E., Kfm., Wilm. xyxy=(1216,1339,1454,1353)
directory-entry: Döh. 461 Selowsky & Stern, Konf., SW. 19. xyxy=(70,1516,282,1530)
directory-entry: Stpl.367.466 Senator, Servin, Aufzügefbr., Tmp. xyxy=(458,1108,689,1122)
directory-entry: Kurf. 153 Senff, Frau Marg., Heilbronnerstr. 31. xyxy=(458,1421,689,1435)
directory-entry: Rhg. 1095 Derselbe, Filiale, Rheingaustr. 1. xyxy=(70,1122,280,1136)
directory-entry: Stegl. 4139 Semmelmann, Gg., Kfm., Peschkestr. 3. xyxy=(458,646,707,660)
directory-entry: Alex. 9037 Senftleben, O., Gärtner, Grünauerstr. 8. xyxy=(458,1666,702,1680)
directory-entry: Bism.5129 Separatoren- & Maschinen - Vertrieb xyxy=(838,1149,1071,1163)
directory-entry: Pfzb. 1386 Senger, Ad., Rent., Wi., Nass. Str. 6. xyxy=(838,75,1066,89)
directory-entry: Uhld. 2550 Selling, Martin, Prokurist, Wilmersdorf. xyxy=(70,891,318,905)
directory-entry: Uhld. 2889 Sembdner, Gertrud, Malerin, W. 50. xyxy=(458,197,687,211)
directory-entry: Lzw.(1759) Senator, Hedw., W. 30, N. Winterf.-Str. xyxy=(458,1095,703,1109)
directory-entry: Lzw.(9509) Selten, K., Buchhdlr., Rosenheimerstr. xyxy=(70,1734,312,1748)
directory-entry: Ndn. 6084 Sendrowicz, Leo, Konfektion, N. 54. xyxy=(458,1203,689,1217)
directory-entry: West. 766 *Semler, E., Bank, Kaiserdamm 90. xyxy=(458,401,681,415)
directory-entry: Steph.1973 Semmel, Jacob, Kaufmann, Schöneberg. xyxy=(458,592,710,606)
directory-entry: Mpl. 13639 Semmel, Isak, Konfit., Naunynstr. 14. xyxy=(458,537,698,551)
directory-entry: Rhg. 1619 Sellhusen, Hans, Tapez., Friedenau. xyxy=(70,782,294,796)
directory-entry: Tgl. 3122 Senkowski, W., Restaur., Waldberg. xyxy=(838,497,1059,510)
directory-entry: Neuk. 3352 Senst, O., Glaser, Langhansstr. 122. xyxy=(838,877,1068,891)
directory-entry: Steph.1549 Sergenz, B., Agent, Schbg., A.-Paulusstr. xyxy=(838,1475,1091,1489)
directory-entry: Neuk. 9869 Semmeloff-Tennikait, Artist, Berl.-Str. xyxy=(458,660,701,674)
directory-entry: Oliv. 3020 Serzisko, F., Agent, Kaiserallee 19. xyxy=(1216,89,1437,103)
directory-entry: Zehl. 2312 Selling, Hugo, Kaufmann, Klopstockstr. xyxy=(70,864,317,878)
directory-entry: Nldf.(3874) Seuffer, Hans, Zigarren, W. 30. xyxy=(1216,415,1425,429)
directory-entry: Lbg. (343) Sell, Karl, Vertr., Möllend.-Str. 34. xyxy=(70,225,289,239)
directory-entry: Mpl. 6063 Seuss, G., Brauereibes., Wrangelstr. 13. xyxy=(1216,483,1458,497)
directory-entry: Stegl. 1161 Setzermann, Rud., Schlosser, Hub.-Str. xyxy=(1216,333,1459,347)
directory-entry: Wilh. 7473 Sengebusch, Max, Charl., Stuttg.-Pl. 19. xyxy=(458,1788,707,1802)
directory-entry: Hum. 6380 Seyffarth, R., Kfm., C., Sylvastr. 28. xyxy=(1216,1638,1447,1652)
directory-entry: Wilh.5990 v. Seydlitz, Dr., Wohnung, Charl. 4. xyxy=(1216,1231,1440,1245)
directory-entry: Oliv.(2323) Serek, Ernst, Ingen., Düss.-Str. 4. xyxy=(838,1394,1056,1408)
directory-entry: Stegl. 2649 Setzermann, Franz, Maschinen xyxy=(1216,320,1422,334)
directory-entry: Wilh. 4919 Selo, Claire, Ch., Berlinerstr. 45. xyxy=(70,1299,283,1313)
directory-entry: Hnsa.2218 Sera, Teigwrfbr., Senbusch & Ramin, NW. xyxy=(838,1271,1097,1285)
directory-entry: Nldf. 1658 Senß, Ida, Restaur., Schöneb.-Str. 17. xyxy=(838,809,1071,823)
